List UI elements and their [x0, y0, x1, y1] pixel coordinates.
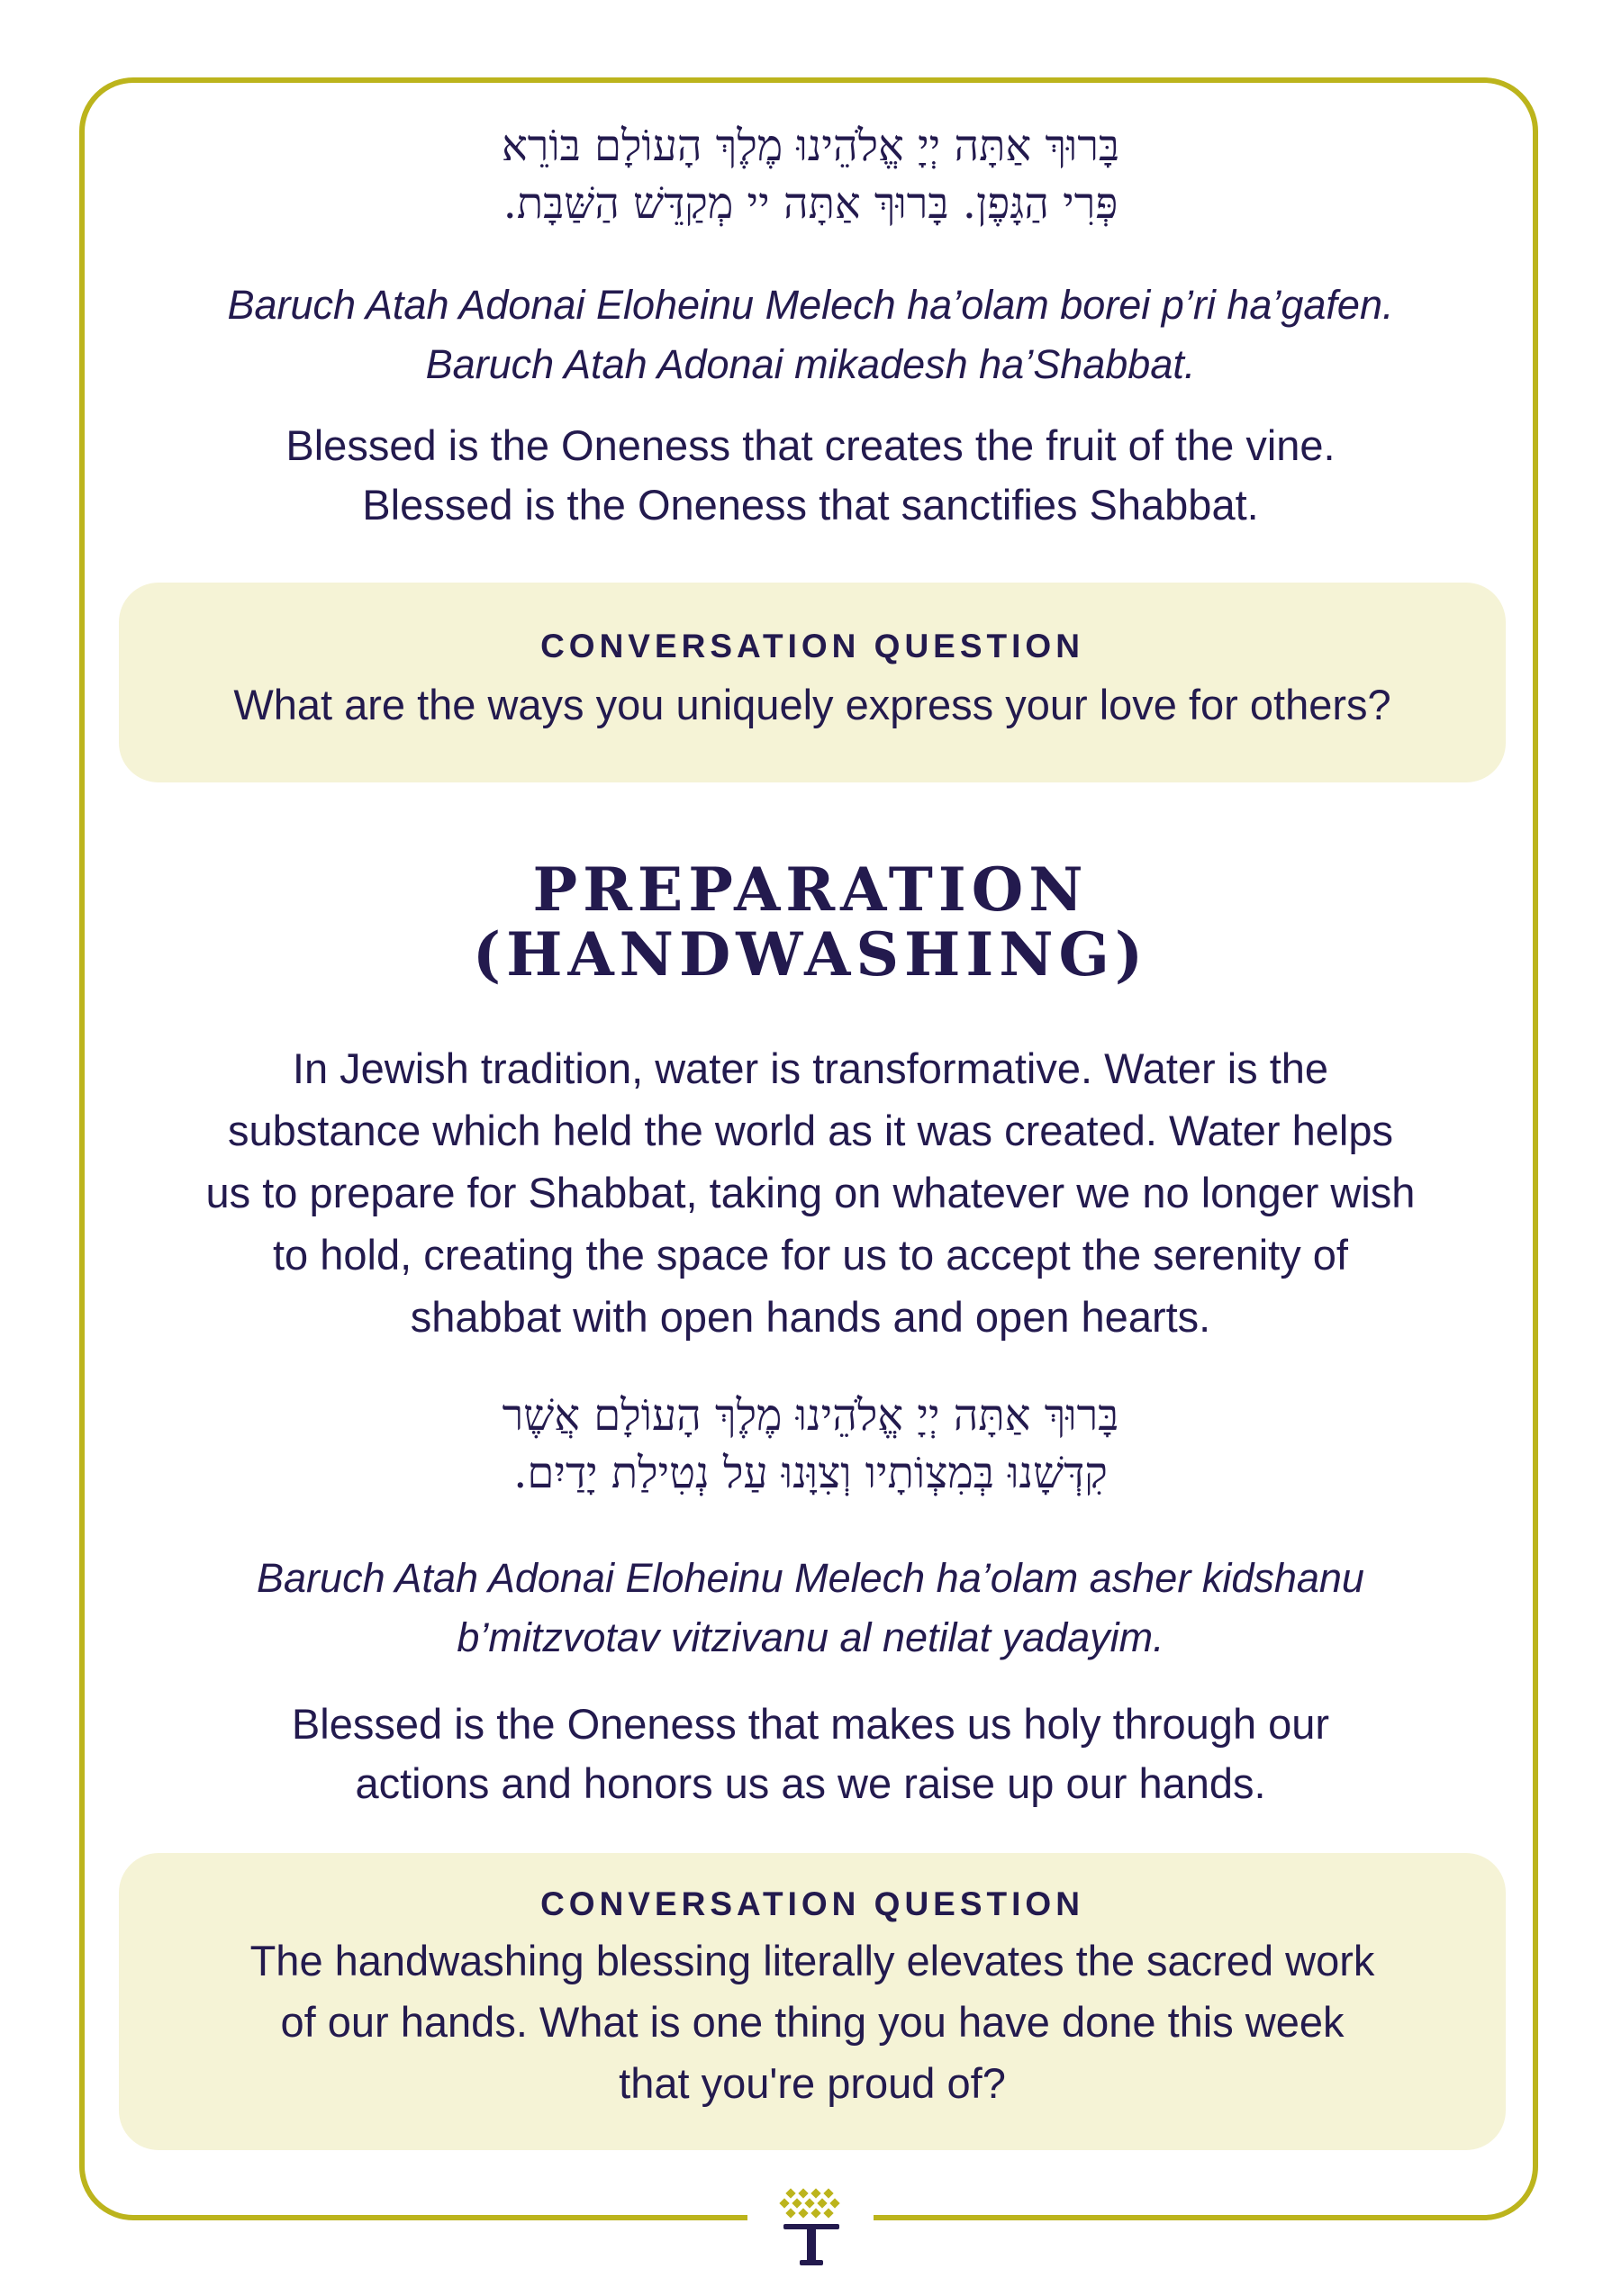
body-line: In Jewish tradition, water is transformative. Water is the: [292, 1044, 1329, 1092]
conversation-question-text: What are the ways you uniquely express your love for others?: [233, 681, 1391, 728]
body-line: to hold, creating the space for us to accept the serenity of: [273, 1231, 1348, 1279]
handwashing-translation: [117, 1695, 1504, 1813]
section-heading: [117, 854, 1504, 990]
preparation-body: [117, 1037, 1504, 1348]
handwashing-transliteration: [117, 1549, 1504, 1668]
heading-line: (HANDWASHING): [472, 919, 1149, 990]
transliteration-line: Baruch Atah Adonai mikadesh ha’Shabbat.: [425, 341, 1196, 387]
hebrew-line: בָּרוּךְ אַתָּה יְיָ אֱלֹהֵינוּ מֶלֶךְ הָעוֹלָם אֲשֶׁר: [502, 1390, 1119, 1441]
transliteration-line: Baruch Atah Adonai Eloheinu Melech ha’olam borei p’ri ha’gafen.: [227, 282, 1394, 328]
question-line: The handwashing blessing literally elevates the sacred work: [249, 1937, 1375, 1984]
translation-line: Blessed is the Oneness that creates the fruit of the vine.: [285, 421, 1336, 469]
hebrew-line: בָּרוּךְ אַתָּה יְיָ אֱלֹהֵינוּ מֶלֶךְ הָעוֹלָם בּוֹרֵא: [501, 121, 1120, 171]
question-line: of our hands. What is one thing you have done this week: [280, 1998, 1345, 2046]
translation-line: Blessed is the Oneness that sanctifies Shabbat.: [362, 481, 1259, 529]
conversation-question-box: [119, 1853, 1506, 2150]
conversation-question-text: [119, 1930, 1506, 2114]
hebrew-line: קִדְּשָׁנוּ בְּמִצְוֹתָיו וְצִוָּנוּ עַל נְטִילַת יָדַיִם.: [513, 1448, 1108, 1498]
conversation-question-box: [119, 583, 1506, 782]
kiddush-hebrew: [117, 117, 1504, 232]
translation-line: actions and honors us as we raise up our hands.: [355, 1759, 1266, 1807]
kiddush-transliteration: [117, 276, 1504, 394]
transliteration-line: b’mitzvotav vitzivanu al netilat yadayim.: [457, 1614, 1164, 1660]
body-line: shabbat with open hands and open hearts.: [410, 1293, 1211, 1341]
transliteration-line: Baruch Atah Adonai Eloheinu Melech ha’olam asher kidshanu: [257, 1555, 1364, 1601]
question-line: that you're proud of?: [619, 2059, 1006, 2107]
body-line: us to prepare for Shabbat, taking on whatever we no longer wish: [205, 1169, 1416, 1216]
heading-line: PREPARATION: [532, 854, 1089, 925]
translation-line: Blessed is the Oneness that makes us holy through our: [291, 1700, 1330, 1748]
handwashing-hebrew: [117, 1387, 1504, 1502]
hebrew-line: פְּרִי הַגָּפֶן. בָּרוּךְ אַתָּה יי מְקַדֵּשׁ הַשַּׁבָּת.: [503, 178, 1118, 229]
dotted-tree-t-logo-icon: [771, 2177, 852, 2276]
kiddush-translation: [117, 416, 1504, 535]
conversation-question-label: CONVERSATION QUESTION: [540, 1885, 1084, 1922]
conversation-question-label: CONVERSATION QUESTION: [540, 628, 1084, 664]
body-line: substance which held the world as it was created. Water helps: [227, 1107, 1393, 1154]
